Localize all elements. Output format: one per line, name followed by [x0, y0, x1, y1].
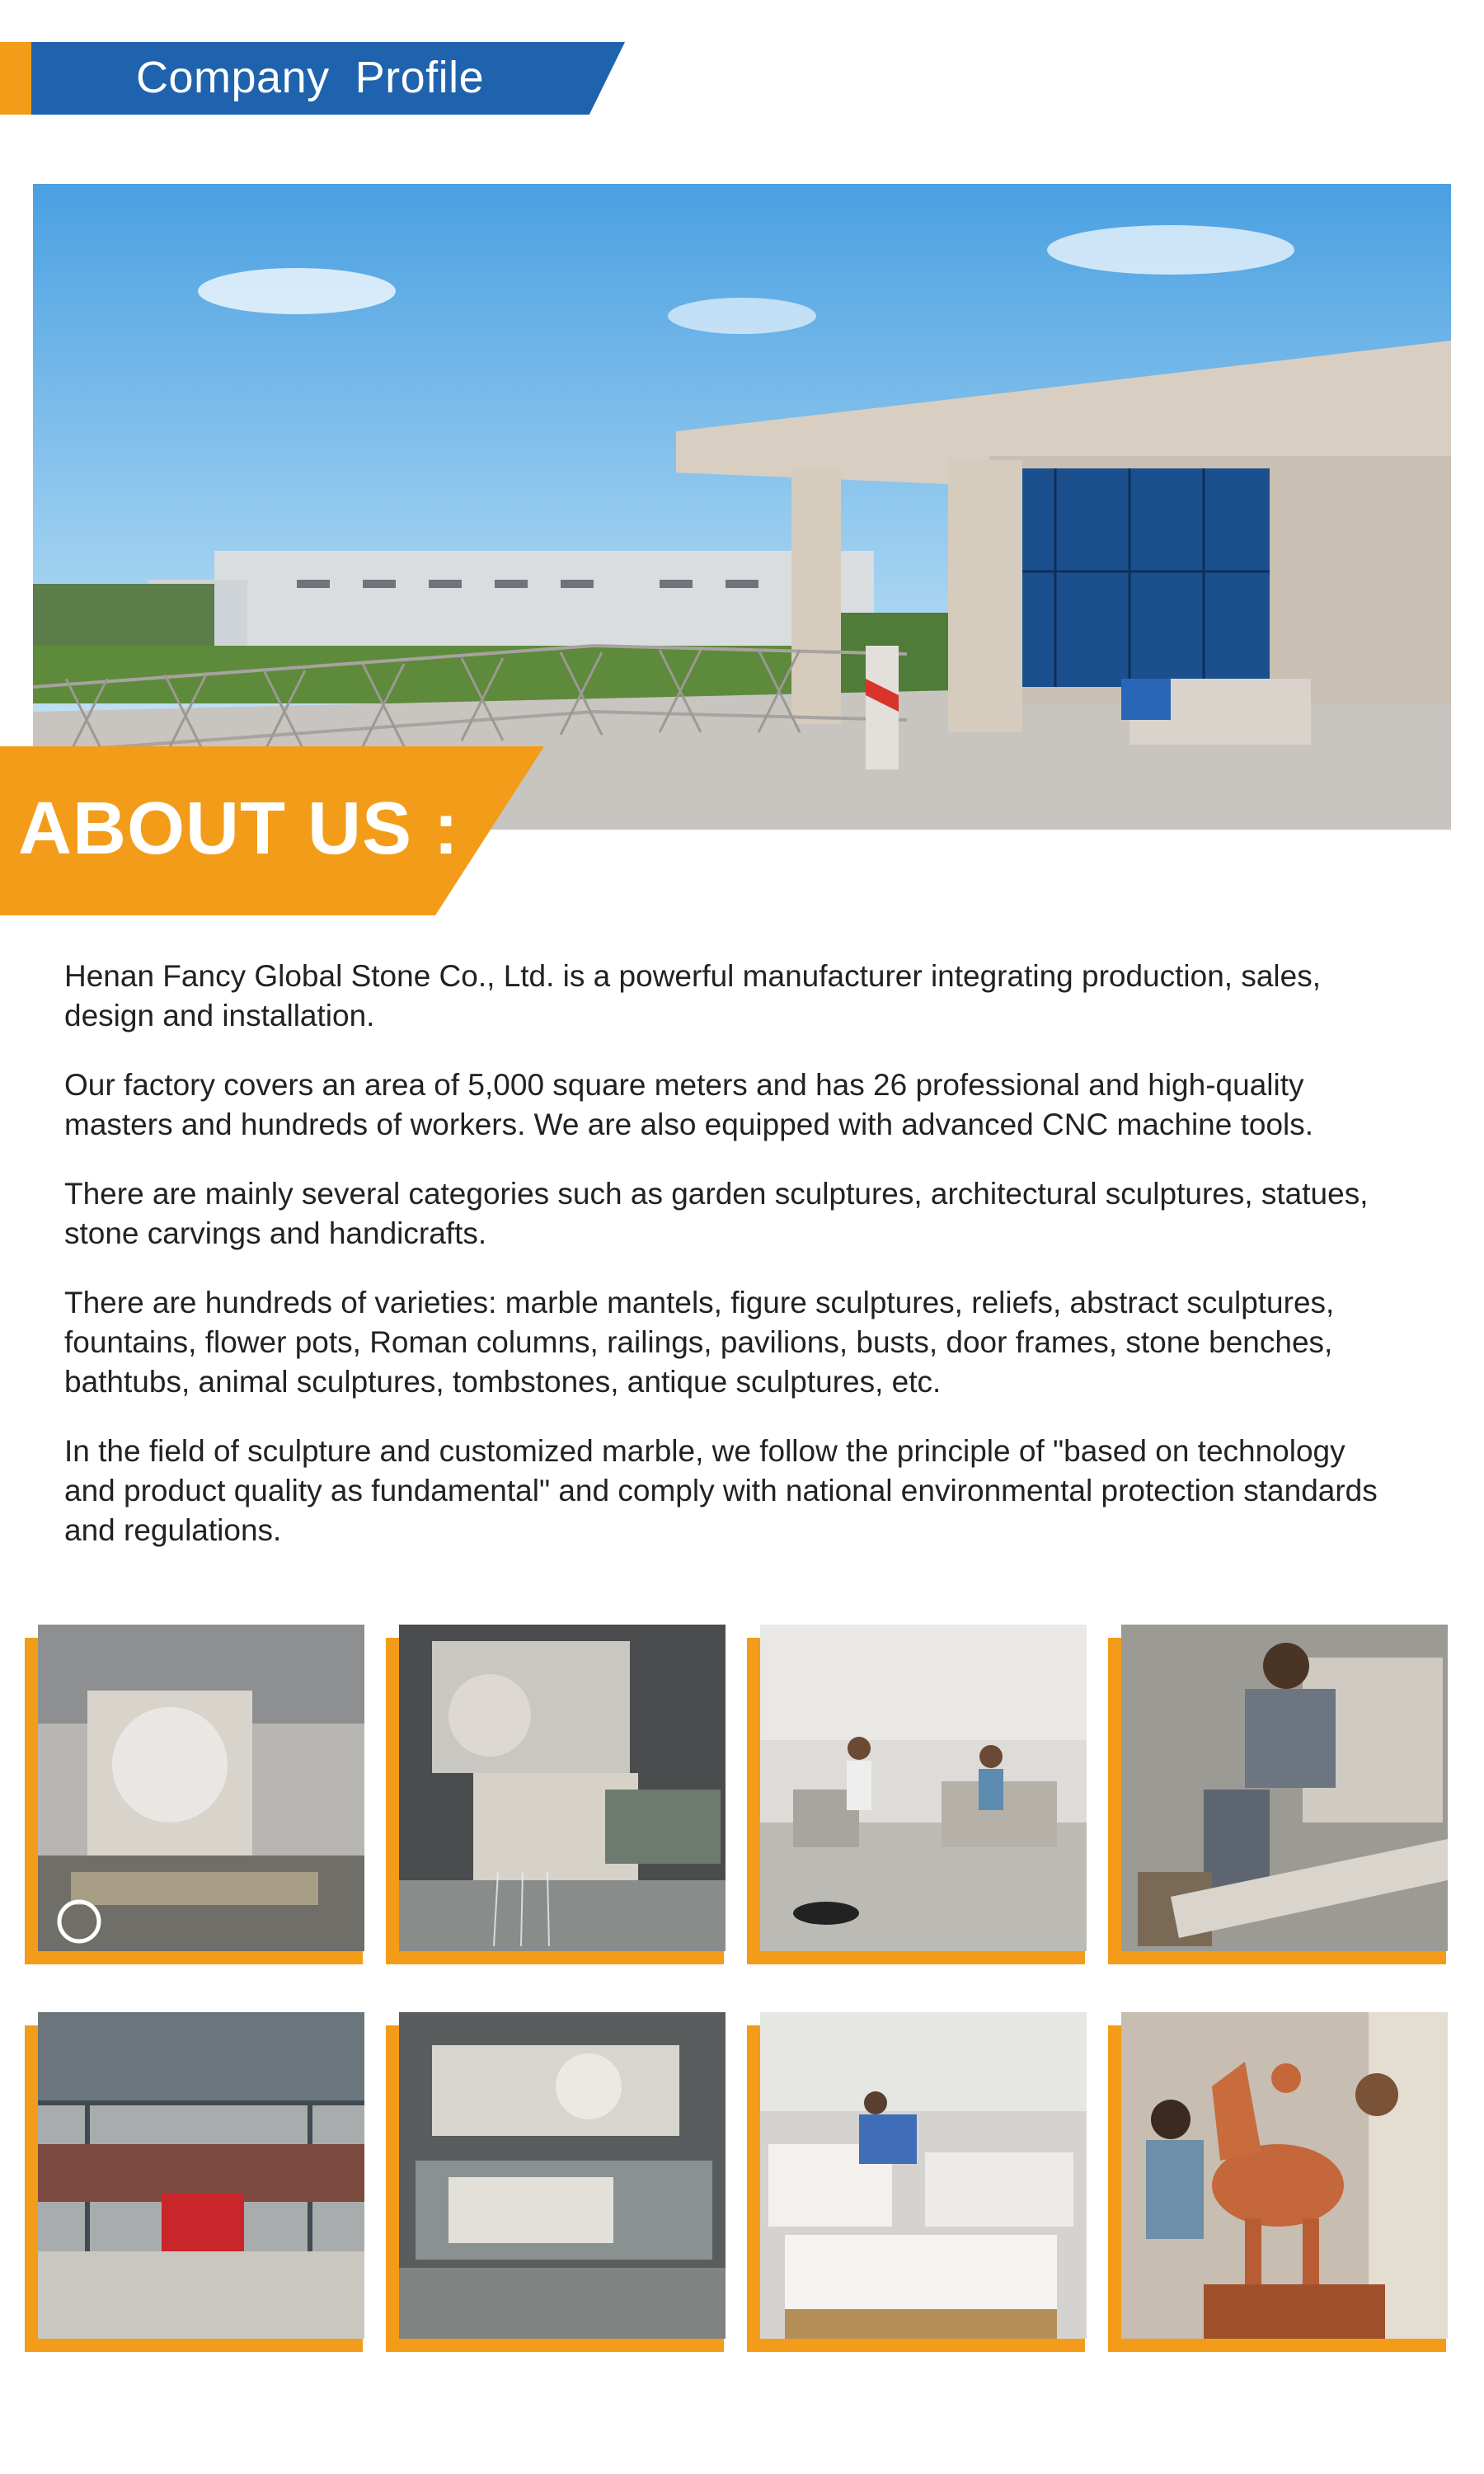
cnc-water-cutting-photo: [399, 1625, 726, 1951]
page-title: Company Profile: [136, 53, 485, 102]
about-paragraph-5: In the field of sculpture and customized marble, we follow the principle of "based on technology and product quality as fundamental" and comply with national environmental protection standards and regulations.: [64, 1434, 1378, 1547]
gallery-item: [38, 2012, 376, 2352]
marble-slabs-worker-photo: [760, 2012, 1087, 2339]
about-content: [64, 957, 1400, 1580]
header-accent: [0, 42, 35, 115]
about-paragraph-4: There are hundreds of varieties: marble mantels, figure sculptures, reliefs, abstract sculptures, fountains, flower pots, Roman columns, railings, pavilions, busts, door frames, stone benches, bathtubs, animal sculptures, tombstones, antique sculptures, etc.: [64, 1286, 1335, 1399]
gallery-item: [760, 2012, 1098, 2352]
workers-workshop-photo: [760, 1625, 1087, 1951]
gallery-item: [399, 1625, 737, 1964]
craftsman-carving-column-photo: [1121, 1625, 1448, 1951]
gallery-item: [38, 1625, 376, 1964]
gallery-item: [1121, 2012, 1459, 2352]
about-paragraph-1: Henan Fancy Global Stone Co., Ltd. is a powerful manufacturer integrating production, sales, design and installation.: [64, 959, 1322, 1032]
stone-cutting-machine-photo: [38, 1625, 364, 1951]
gallery-item: [399, 2012, 737, 2352]
gallery-item: [1121, 1625, 1459, 1964]
marble-lathe-photo: [399, 2012, 726, 2339]
about-paragraph-2: Our factory covers an area of 5,000 square meters and has 26 professional and high-quality masters and hundreds of workers. We are also equipped with advanced CNC machine tools.: [64, 1068, 1314, 1141]
clay-horse-statue-photo: [1121, 2012, 1448, 2339]
gallery-item: [760, 1625, 1098, 1964]
factory-gate-photo: [33, 184, 1451, 830]
about-us-heading: ABOUT US :: [18, 788, 459, 870]
about-paragraph-3: There are mainly several categories such as garden sculptures, architectural sculptures, statues, stone carvings and handicrafts.: [64, 1177, 1369, 1250]
factory-hall-truck-photo: [38, 2012, 364, 2339]
